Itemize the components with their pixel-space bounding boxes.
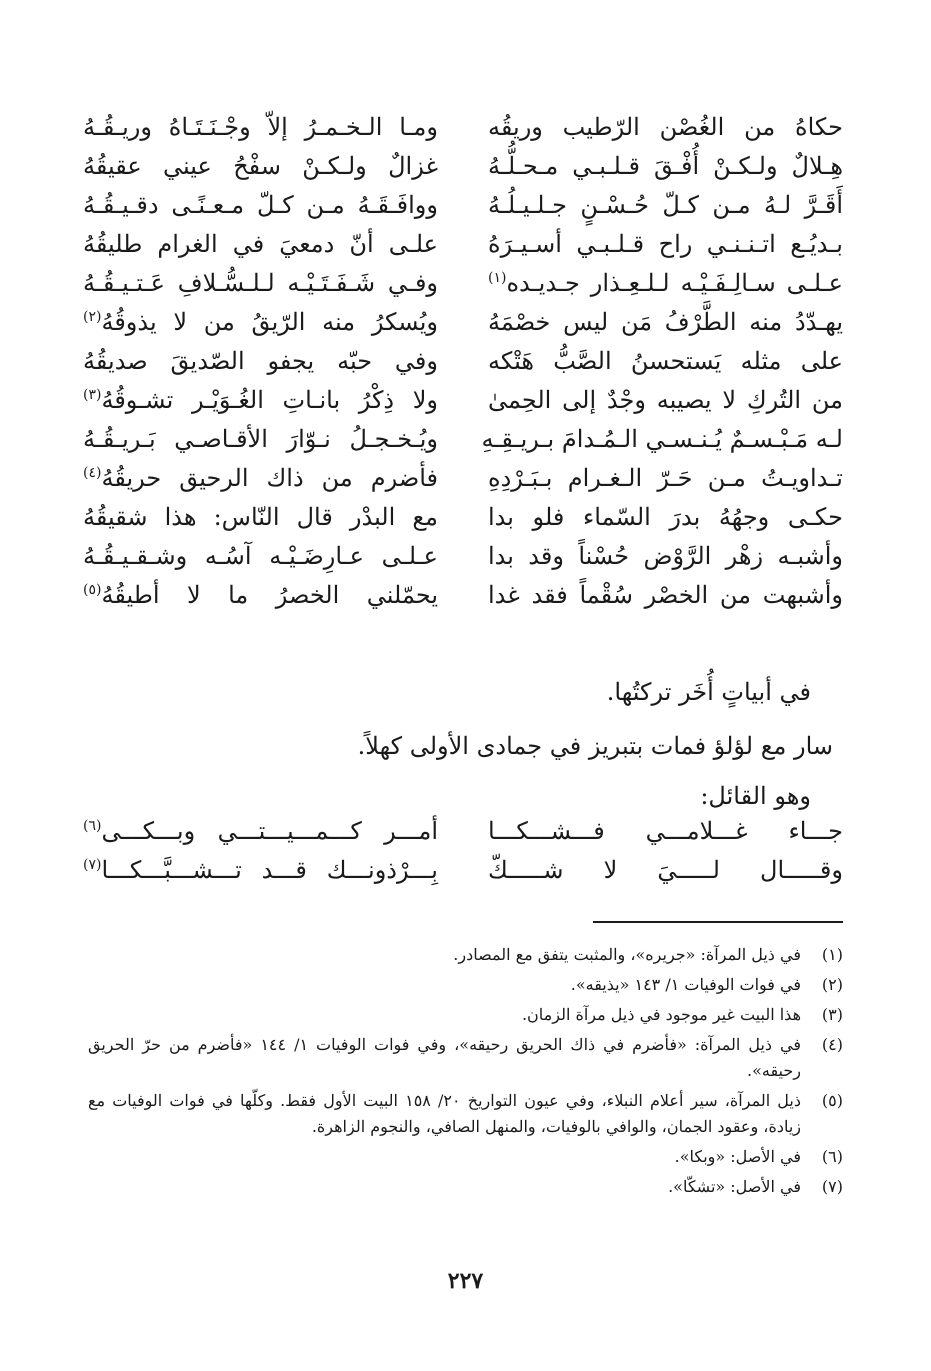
verse-7 (83, 342, 843, 381)
verse-10 (83, 459, 843, 498)
footnote-text: هذا البيت غير موجود في ذيل مرآة الزمان. (521, 1005, 801, 1024)
verse-right-hemistich: وأشبهت من الخصْر سُقْماً فقد غدا (488, 581, 843, 609)
verse-right-hemistich: هِـلالٌ ولـكـنْ أُفْـقَ قـلـبـي مـحـلُّـهُ (488, 152, 843, 180)
footnote-marker[interactable]: (٤) (83, 465, 102, 481)
verse-5 (83, 264, 843, 303)
footnote-7 (88, 1174, 843, 1200)
footnote-number: (٤) (821, 1035, 843, 1054)
footnote-number: (٧) (821, 1177, 843, 1196)
verse-left-hemistich: يحمّلني الخصرُ ما لا أطيقُهُ$^{(٥)}$ (83, 581, 438, 609)
footnote-marker[interactable]: (٢) (83, 309, 102, 325)
poem-main (83, 108, 843, 615)
verse-left-hemistich: ويُـخـجـلُ نـوّارَ الأقـاصـي بَـريـقُـهُ (83, 425, 438, 453)
page-number: ٢٢٧ (447, 1268, 484, 1294)
verse-left-hemistich: وفي حبّه يجفو الصّديقَ صديقُهُ (83, 347, 438, 375)
verse-2-2 (83, 851, 843, 890)
verse-right-hemistich: جـــاء غـــلامـــي فـــشـــكـــا (488, 817, 843, 845)
footnote-marker[interactable]: (١) (488, 270, 507, 286)
footnote-2 (88, 972, 843, 998)
prose-line-2: سار مع لؤلؤ فمات بتبريز في جمادى الأولى كهلاً. (357, 732, 833, 760)
verse-4 (83, 225, 843, 264)
footnote-marker[interactable]: (٥) (83, 582, 102, 598)
footnote-4 (88, 1032, 843, 1084)
footnotes (88, 942, 843, 1204)
footnote-number: (٣) (821, 1005, 843, 1024)
verse-right-hemistich: حكـى وجهُهُ بدرَ السّماء فلو بدا (488, 503, 843, 531)
verse-left-hemistich: غزالٌ ولـكـنْ سفْحُ عيني عقيقُهُ (83, 152, 438, 180)
verse-left-hemistich: عـلـى عـارِضَـيْـه آسُـه وشـقـيـقُـهُ (83, 542, 438, 570)
footnote-6 (88, 1144, 843, 1170)
verse-left-hemistich: أمـــر كـــمـــيـــتـــي وبـــكـــى$^{(٦)}$ (83, 817, 438, 845)
verse-11 (83, 498, 843, 537)
verse-right-hemistich: حكاهُ من الغُصْن الرّطيب وريقُه (488, 113, 843, 141)
verse-8 (83, 381, 843, 420)
verse-right-hemistich: وقـــــال لـــــيَ لا شـــــكّ (488, 856, 843, 884)
footnote-separator (593, 921, 843, 923)
verse-right-hemistich: عـلـى سـالِـفَـيْـه لـلـعِـذار جـديـده$^{(١)}$ (488, 269, 843, 297)
footnote-number: (٢) (821, 975, 843, 994)
verse-12 (83, 537, 843, 576)
poem-second (83, 812, 843, 890)
footnote-number: (٦) (821, 1147, 843, 1166)
footnote-1 (88, 942, 843, 968)
verse-right-hemistich: أَقَـرَّ لـهُ مـن كـلّ حُـسْـنٍ جـلـيـلُـهُ (488, 191, 843, 219)
verse-left-hemistich: فأضرم من ذاك الرحيق حريقُهُ$^{(٤)}$ (83, 464, 438, 492)
footnote-text: في ذيل المرآة: «فأضرم في ذاك الحريق رحيقه»، وفي فوات الوفيات ١/ ١٤٤ «فأضرم من حرّ الحريق رحيقه». (88, 1035, 802, 1080)
verse-left-hemistich: ولا ذِكْرُ بانـاتِ الغُـوَيْـر تشـوقُهُ$^{(٣)}$ (83, 386, 438, 414)
verse-1 (83, 108, 843, 147)
verse-left-hemistich: ومـا الـخـمـرُ إلاّ وجْـنَـتَـاهُ وريـقُـهُ (83, 113, 438, 141)
footnote-text: ذيل المرآة، سير أعلام النبلاء، وفي عيون التواريخ ٢٠/ ١٥٨ البيت الأول فقط. وكلّها في فوات الوفيات مع زيادة، وعقود الجمان، والوافي بالوفيات، والمنهل الصافي، والنجوم الزاهرة. (88, 1091, 801, 1136)
footnote-marker[interactable]: (٦) (83, 818, 102, 834)
verse-left-hemistich: علـى أنّ دمعيَ في الغرام طليقُهُ (83, 230, 438, 258)
verse-right-hemistich: وأشبـه زهْر الرَّوْض حُسْناً وقد بدا (488, 542, 843, 570)
verse-left-hemistich: بِـــرْذونـــك قـــد تـــشـــبَّـــكـــا$^{(٧)}$ (83, 856, 438, 884)
verse-2-1 (83, 812, 843, 851)
footnote-marker[interactable]: (٣) (83, 387, 102, 403)
footnote-number: (١) (821, 945, 843, 964)
footnote-number: (٥) (821, 1091, 843, 1110)
verse-left-hemistich: وفـي شَـفَـتَـيْـه لـلـسُّـلافِ عَـتـيـقُـهُ (83, 269, 438, 297)
verse-left-hemistich: ويُسكرُ منه الرّيقُ من لا يذوقُهُ$^{(٢)}$ (83, 308, 438, 336)
verse-13 (83, 576, 843, 615)
verse-left-hemistich: مع البدْر قال النّاس: هذا شقيقُهُ (83, 503, 438, 531)
verse-3 (83, 186, 843, 225)
verse-right-hemistich: يهـدّدُ منه الطَّرْفُ مَن ليس خصْمَهُ (488, 308, 843, 336)
verse-right-hemistich: على مثله يَستحسنُ الصَّبُّ هَتْكه (488, 347, 843, 375)
footnote-marker[interactable]: (٧) (83, 857, 102, 873)
verse-right-hemistich: بـديُـع اتـنـنـي راح قـلـبـي أسـيـرَهُ (488, 230, 843, 258)
footnote-text: في الأصل: «تشكّا». (668, 1177, 801, 1196)
verse-right-hemistich: تـداويـتُ مـن حَـرّ الـغـرام بـبَـرْدِهِ (488, 464, 843, 492)
verse-right-hemistich: لـه مَـبْـسـمٌ يُـنـسـي الـمُـدامَ بـريـقِـهِ (481, 425, 843, 453)
footnote-text: في الأصل: «وبكا». (674, 1147, 801, 1166)
prose-line-3: وهو القائل: (700, 782, 811, 810)
verse-9 (83, 420, 843, 459)
footnote-3 (88, 1002, 843, 1028)
footnote-5 (88, 1088, 843, 1140)
footnote-text: في فوات الوفيات ١/ ١٤٣ «يذيقه». (570, 975, 801, 994)
verse-6 (83, 303, 843, 342)
verse-right-hemistich: من التُركِ لا يصيبه وجْدٌ إلى الحِمىٰ (488, 386, 843, 414)
footnote-text: في ذيل المرآة: «جريره»، والمثبت يتفق مع المصادر. (453, 945, 801, 964)
verse-left-hemistich: ووافَـقَـهُ مـن كـلّ مـعـنًـى دقـيـقُـهُ (83, 191, 438, 219)
verse-2 (83, 147, 843, 186)
prose-line-1: في أبياتٍ أُخَر تركتُها. (606, 678, 811, 706)
